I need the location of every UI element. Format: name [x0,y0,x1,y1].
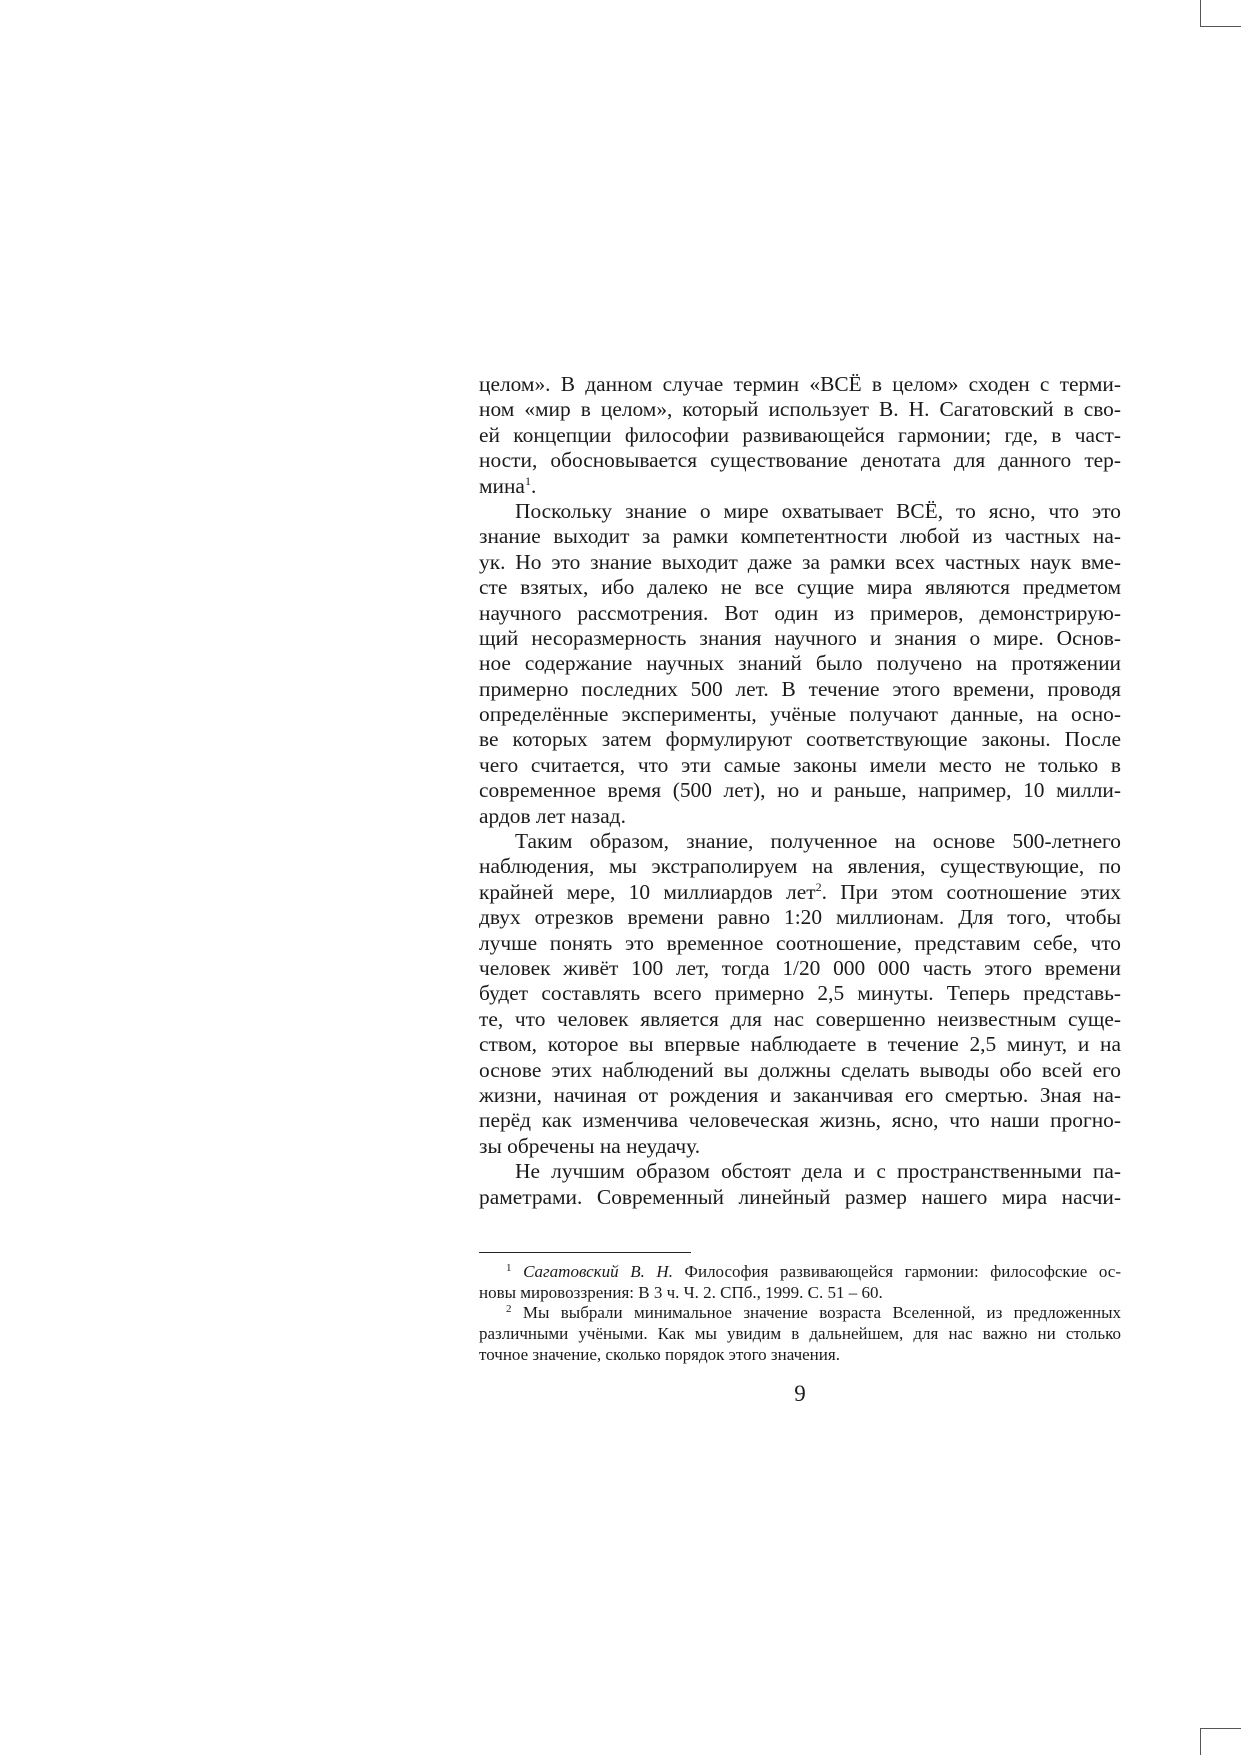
text-line [479,880,1121,905]
text-line: лучше понять это временное соотношение, представим себе, что [479,930,1121,955]
text-line: ей концепции философии развивающейся гармонии; где, в част- [479,422,1121,447]
text-line: современное время (500 лет), но и раньше, например, 10 милли- [479,778,1121,803]
footnote-marker: 2 [506,1303,512,1316]
text-line: целом». В данном случае термин «ВСЁ в целом» сходен с терми- [479,372,1121,396]
text-line: основе этих наблюдений вы должны сделать выводы обо всей его [479,1057,1121,1082]
text-line: перёд как изменчива человеческая жизнь, ясно, что наши прогно- [479,1108,1121,1133]
text-line: человек живёт 100 лет, тогда 1/20 000 000 часть этого времени [479,955,1121,980]
text-fragment: Философия развивающейся гармонии: философские ос- [672,1262,1122,1281]
text-fragment: мина [479,473,525,498]
crop-mark-bottom-vertical [1200,1728,1201,1755]
crop-mark-top-horizontal [1200,26,1241,27]
text-line: определённые эксперименты, учёные получают данные, на осно- [479,702,1121,727]
footnote-ref-2: 2 [815,879,822,894]
footnotes [479,1262,1121,1365]
text-line: жизни, начиная от рождения и заканчивая его смертью. Зная на- [479,1082,1121,1107]
text-line: знание выходит за рамки компетентности любой из частных на- [479,524,1121,549]
footnote-2 [479,1303,1121,1365]
text-line: ном «мир в целом», который использует В. Н. Сагатовский в сво- [479,397,1121,422]
text-line: двух отрезков времени равно 1:20 миллионам. Для того, чтобы [479,905,1121,930]
text-line: будет составлять всего примерно 2,5 минуты. Теперь представь- [479,981,1121,1006]
text-line: Не лучшим образом обстоят дела и с пространственными па- [515,1159,1121,1184]
paragraph-1 [479,372,1121,499]
text-line: ук. Но это знание выходит даже за рамки всех частных наук вме- [479,549,1121,574]
footnote-marker: 1 [506,1262,512,1274]
text-fragment: . [530,473,537,498]
text-line: щий несоразмерность знания научного и знания о мире. Основ- [479,625,1121,650]
main-text [479,372,1121,1210]
footnote-line: точное значение, сколько порядок этого значения. [479,1344,840,1364]
footnote-line: новы мировоззрения: В 3 ч. Ч. 2. СПб., 1999. С. 51 – 60. [479,1282,883,1302]
text-line: чего считается, что эти самые законы имели место не только в [479,752,1121,777]
text-fragment: . При этом соотношение этих [821,879,1121,904]
text-line: примерно последних 500 лет. В течение этого времени, проводя [479,676,1121,701]
text-line: ством, которое вы впервые наблюдаете в течение 2,5 минут, и на [479,1032,1121,1057]
text-line: ное содержание научных знаний было получено на протяжении [479,651,1121,676]
crop-mark-top-vertical [1200,0,1201,26]
text-fragment: крайней мере, 10 миллиардов лет [479,879,816,904]
page-number: 9 [794,1381,806,1406]
text-line: раметрами. Современный линейный размер нашего мира насчи- [479,1184,1121,1209]
text-line: Таким образом, знание, полученное на основе 500-летнего [515,829,1121,854]
footnote-line [479,1262,1121,1283]
paragraph-4 [479,1159,1121,1210]
footnote-separator [479,1252,691,1253]
footnote-ref-1: 1 [524,473,531,488]
text-fragment: Мы выбрали минимальное значение возраста Вселенной, из предложенных [522,1303,1121,1323]
footnote-1 [479,1262,1121,1303]
footnote-author: Сагатовский В. Н. [523,1262,673,1281]
footnote-line [479,1303,1121,1324]
text-line: ардов лет назад. [479,803,626,828]
text-line: те, что человек является для нас совершенно неизвестным суще- [479,1006,1121,1031]
text-line: научного рассмотрения. Вот один из примеров, демонстрирую- [479,600,1121,625]
text-line: сте взятых, ибо далеко не все сущие мира являются предметом [479,575,1121,600]
crop-mark-bottom-horizontal [1200,1728,1241,1729]
paragraph-2 [479,499,1121,829]
text-line: наблюдения, мы экстраполируем на явления, существующие, по [479,854,1121,879]
text-line: ности, обосновывается существование денотата для данного тер- [479,448,1121,473]
footnote-line: различными учёными. Как мы увидим в дальнейшем, для нас важно ни столько [479,1324,1121,1344]
text-line: зы обречены на неудачу. [479,1133,701,1158]
text-line: ве которых затем формулируют соответствующие законы. После [479,727,1121,752]
paragraph-3 [479,829,1121,1159]
text-line: Поскольку знание о мире охватывает ВСЁ, то ясно, что это [515,498,1121,523]
text-line [479,474,1121,499]
